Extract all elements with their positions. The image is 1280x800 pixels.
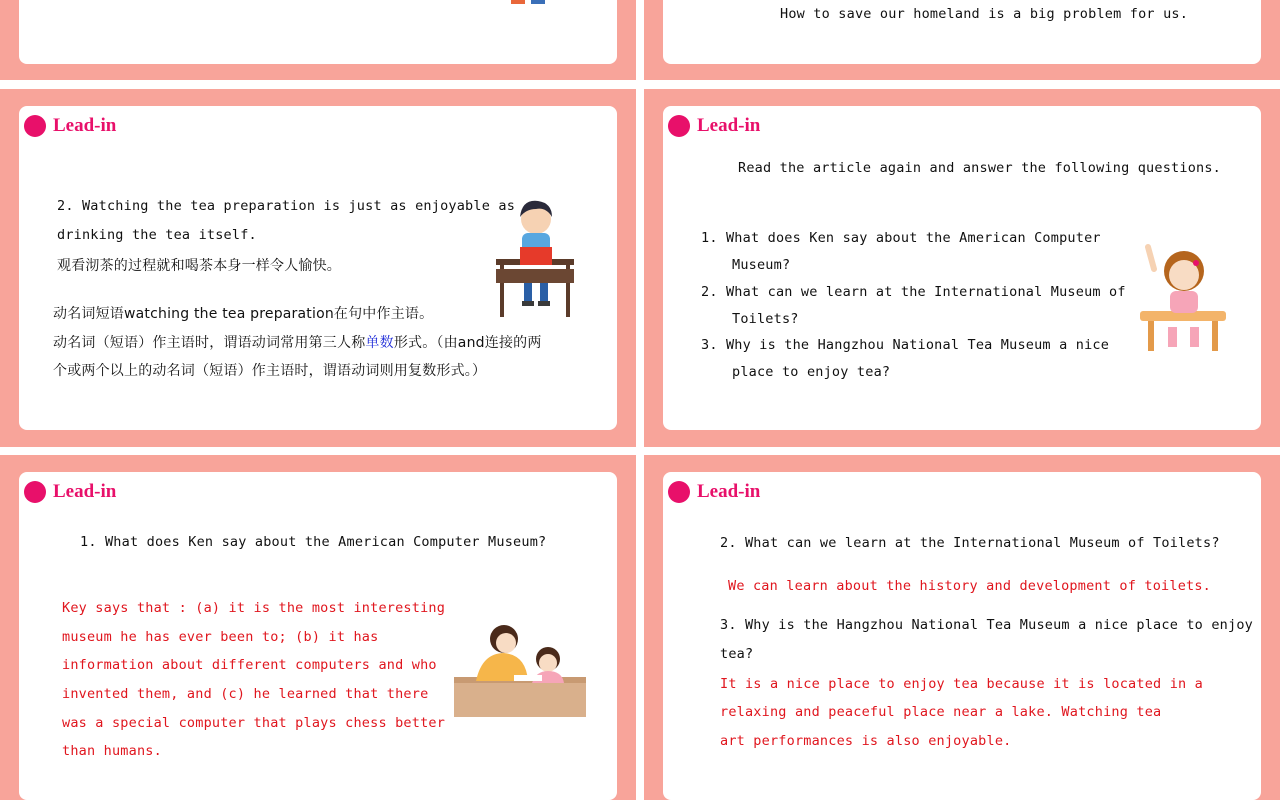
boy-reading-illustration bbox=[492, 197, 578, 319]
answer-3-line-3: art performances is also enjoyable. bbox=[720, 733, 1012, 749]
question-3-line-1: 3. Why is the Hangzhou National Tea Museum a nice bbox=[701, 337, 1110, 353]
question-3-line-1: 3. Why is the Hangzhou National Tea Museum a nice place to enjoy bbox=[720, 617, 1253, 633]
slide-middle-right[interactable] bbox=[644, 89, 1280, 447]
question-2: 2. What can we learn at the International Museum of Toilets? bbox=[720, 535, 1220, 551]
answer-3-line-1: It is a nice place to enjoy tea because it is located in a bbox=[720, 676, 1204, 692]
lead-in-title: Lead-in bbox=[24, 481, 116, 503]
highlight-singular: 单数 bbox=[365, 335, 394, 351]
question-3-line-2: tea? bbox=[720, 646, 754, 662]
answer-line-4: invented them, and (c) he learned that there bbox=[62, 686, 429, 702]
answer-3-line-2: relaxing and peaceful place near a lake. Watching tea bbox=[720, 704, 1162, 720]
question-2-line-2: Toilets? bbox=[732, 311, 799, 327]
answer-line-5: was a special computer that plays chess better bbox=[62, 715, 446, 731]
question-3-line-2: place to enjoy tea? bbox=[732, 364, 891, 380]
bullet-dot-icon bbox=[668, 481, 690, 503]
question-1-line-2: Museum? bbox=[732, 257, 791, 273]
question-1: 1. What does Ken say about the American Computer Museum? bbox=[80, 534, 547, 550]
bullet-dot-icon bbox=[24, 481, 46, 503]
lead-in-title: Lead-in bbox=[668, 481, 760, 503]
grammar-note-3: 个或两个以上的动名词（短语）作主语时，谓语动词则用复数形式。） bbox=[53, 363, 487, 379]
question-2-line-1: 2. What can we learn at the International Museum of bbox=[701, 284, 1126, 300]
lead-in-title: Lead-in bbox=[24, 115, 116, 137]
grammar-note-2: 动名词（短语）作主语时，谓语动词常用第三人称单数形式。（由and连接的两 bbox=[53, 335, 542, 351]
sentence-line-1: 2. Watching the tea preparation is just as enjoyable as bbox=[57, 198, 516, 214]
answer-line-1: Key says that : (a) it is the most interesting bbox=[62, 600, 446, 616]
bullet-dot-icon bbox=[24, 115, 46, 137]
child-illustration-partial bbox=[505, 0, 555, 6]
lead-in-title: Lead-in bbox=[668, 115, 760, 137]
mother-and-child-illustration bbox=[452, 619, 588, 719]
answer-line-2: museum he has ever been to; (b) it has bbox=[62, 629, 379, 645]
sentence-line-2: drinking the tea itself. bbox=[57, 227, 257, 243]
grammar-note-1: 动名词短语watching the tea preparation在句中作主语。 bbox=[53, 306, 434, 322]
sentence-translation: 观看沏茶的过程就和喝茶本身一样令人愉快。 bbox=[57, 258, 341, 274]
bullet-dot-icon bbox=[668, 115, 690, 137]
instruction: Read the article again and answer the following questions. bbox=[738, 160, 1222, 176]
slide-bottom-left[interactable] bbox=[0, 455, 636, 800]
answer-line-6: than humans. bbox=[62, 743, 162, 759]
slide-top-right[interactable] bbox=[644, 0, 1280, 80]
answer-line-3: information about different computers and who bbox=[62, 657, 437, 673]
homeland-sentence: How to save our homeland is a big problem for us. bbox=[780, 6, 1189, 22]
slide-top-left[interactable] bbox=[0, 0, 636, 80]
answer-2: We can learn about the history and development of toilets. bbox=[728, 578, 1212, 594]
question-1-line-1: 1. What does Ken say about the American Computer bbox=[701, 230, 1101, 246]
slide-bottom-right[interactable] bbox=[644, 455, 1280, 800]
slide-middle-left[interactable] bbox=[0, 89, 636, 447]
girl-raising-hand-illustration bbox=[1138, 243, 1230, 355]
